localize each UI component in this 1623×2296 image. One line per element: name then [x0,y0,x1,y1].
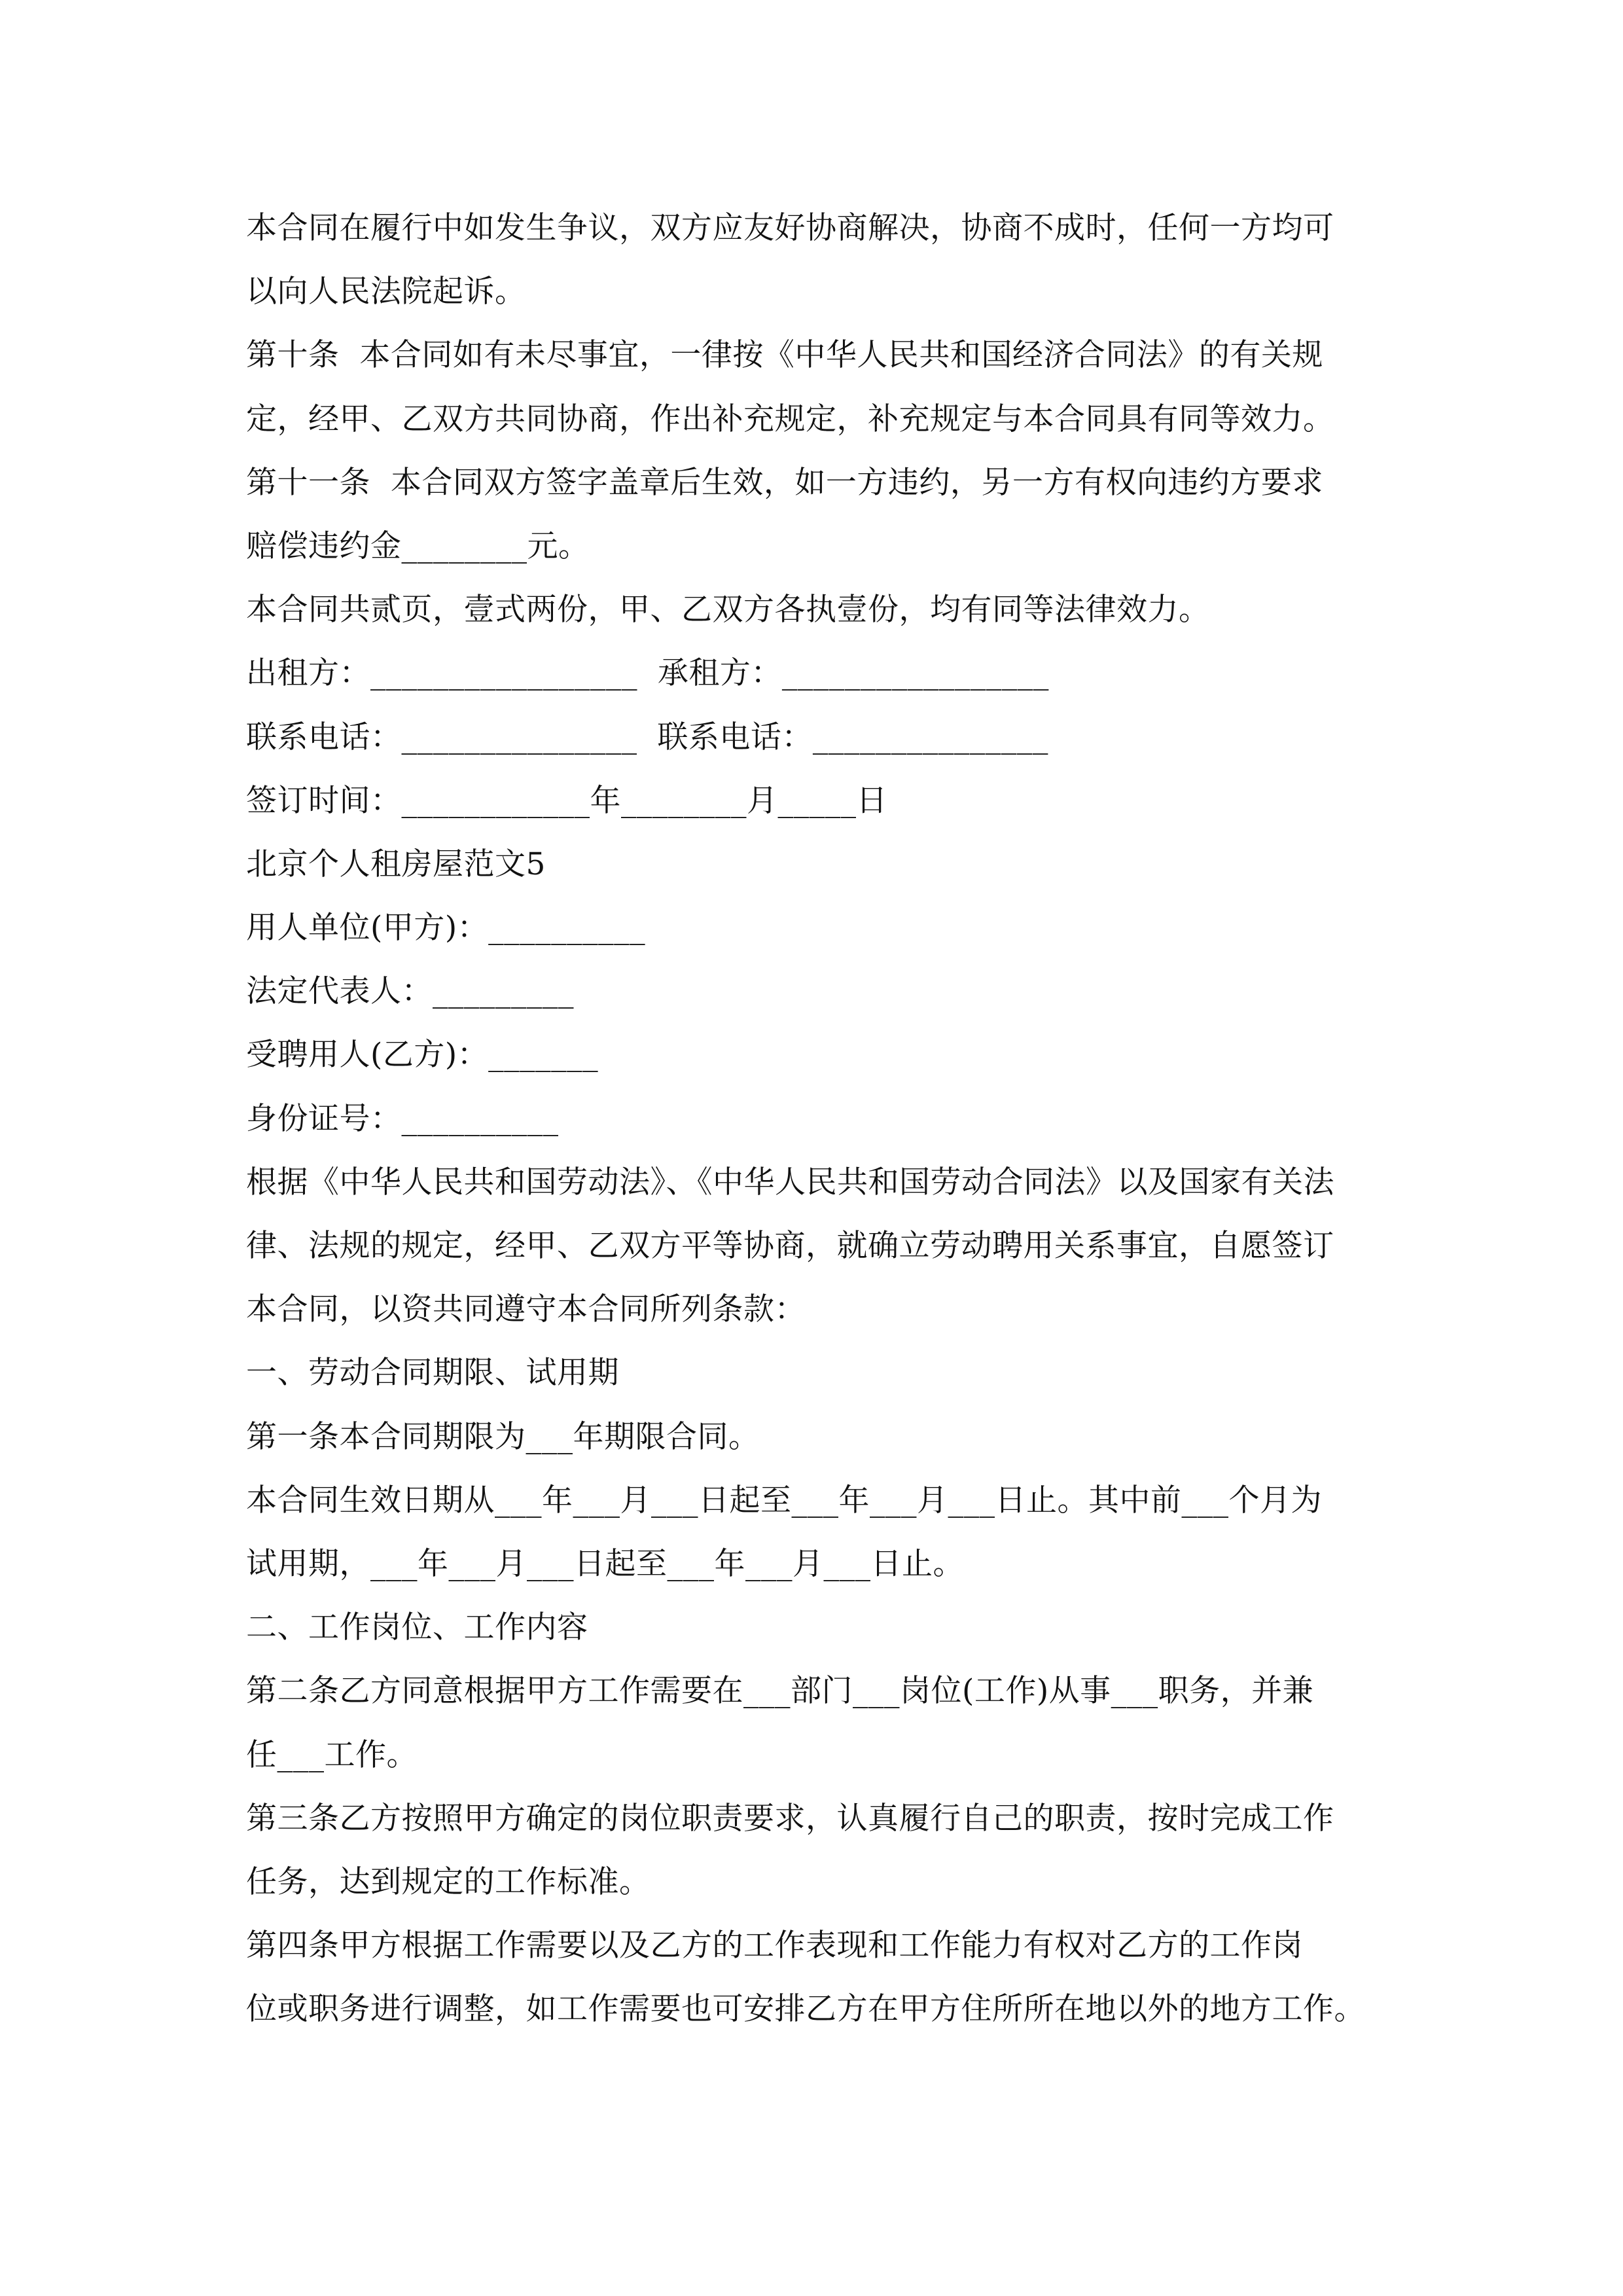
text-line-26: 第三条乙方按照甲方确定的岗位职责要求，认真履行自己的职责，按时完成工作 [246,1800,1334,1837]
document-body [246,196,1398,2041]
text-line-23: 二、工作岗位、工作内容 [246,1609,588,1646]
text-line-7: 本合同共贰页，壹式两份，甲、乙双方各执壹份，均有同等法律效力。 [246,592,1210,628]
text-line-18: 本合同，以资共同遵守本合同所列条款： [246,1291,806,1328]
text-line-8: 出租方：_________________ 承租方：_________________ [246,655,1049,692]
section-title: 北京个人租房屋范文5 [246,846,546,882]
text-line-9: 联系电话：_______________ 联系电话：_______________ [246,719,1048,755]
text-line-27: 任务，达到规定的工作标准。 [246,1863,651,1900]
text-line-22: 试用期，___年___月___日起至___年___月___日止。 [246,1545,964,1582]
text-line-24: 第二条乙方同意根据甲方工作需要在___部门___岗位(工作)从事___职务，并兼 [246,1673,1314,1710]
text-line-20: 第一条本合同期限为___年期限合同。 [246,1418,760,1455]
text-line-17: 律、法规的规定，经甲、乙双方平等协商，就确立劳动聘用关系事宜，自愿签订 [246,1228,1334,1264]
text-line-3: 第十条 本合同如有未尽事宜，一律按《中华人民共和国经济合同法》的有关规 [246,337,1323,374]
text-line-21: 本合同生效日期从___年___月___日起至___年___月___日止。其中前___个月为 [246,1482,1322,1518]
text-line-12: 用人单位(甲方)：__________ [246,910,646,946]
text-line-16: 根据《中华人民共和国劳动法》、《中华人民共和国劳动合同法》以及国家有关法 [246,1164,1334,1200]
text-line-14: 受聘用人(乙方)：_______ [246,1037,599,1073]
text-line-5: 第十一条 本合同双方签字盖章后生效，如一方违约，另一方有权向违约方要求 [246,464,1323,501]
text-line-6: 赔偿违约金________元。 [246,528,590,564]
text-line-28: 第四条甲方根据工作需要以及乙方的工作表现和工作能力有权对乙方的工作岗 [246,1928,1303,1964]
text-line-25: 任___工作。 [246,1736,418,1773]
text-line-2: 以向人民法院起诉。 [246,274,526,310]
text-line-19: 一、劳动合同期限、试用期 [246,1355,619,1391]
text-line-13: 法定代表人：_________ [246,973,574,1010]
text-line-4: 定，经甲、乙双方共同协商，作出补充规定，补充规定与本合同具有同等效力。 [246,401,1334,437]
text-line-15: 身份证号：__________ [246,1100,559,1137]
text-line-10: 签订时间：____________年________月_____日 [246,782,887,819]
text-line-1: 本合同在履行中如发生争议，双方应友好协商解决，协商不成时，任何一方均可 [246,210,1334,246]
text-line-29: 位或职务进行调整，如工作需要也可安排乙方在甲方住所所在地以外的地方工作。 [246,1991,1365,2028]
